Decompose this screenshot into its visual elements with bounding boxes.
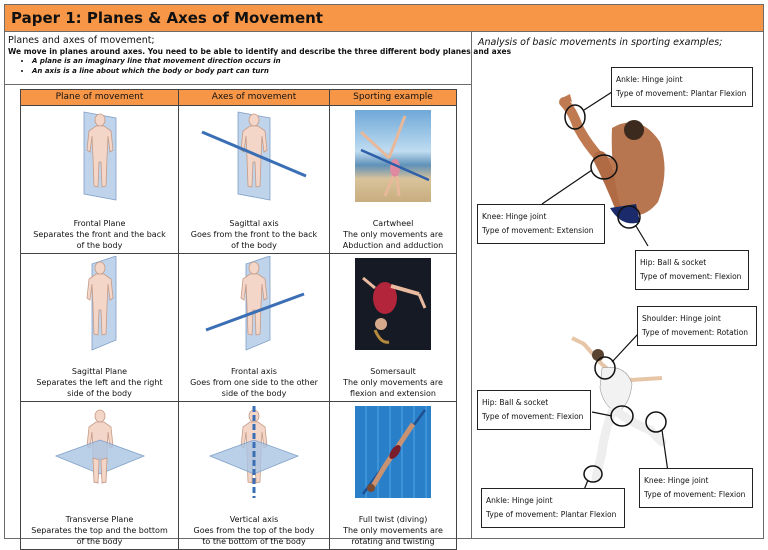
axis-caption: Frontal axis Goes from one side to the other side of the body xyxy=(190,367,318,398)
table-row xyxy=(21,106,457,254)
header-axis: Axes of movement xyxy=(179,90,330,106)
frontal-plane-diagram xyxy=(21,106,178,206)
intro-panel xyxy=(4,32,512,85)
somersault-photo xyxy=(330,254,456,354)
intro-bullets xyxy=(22,56,281,76)
title-bar xyxy=(4,4,764,32)
knee-label-cricketer: Knee: Hinge joint Type of movement: Flexion xyxy=(639,468,753,508)
header-example: Sporting example xyxy=(330,90,457,106)
planes-axes-table xyxy=(20,89,457,550)
frontal-axis-diagram xyxy=(179,254,329,354)
ankle-label-diver: Ankle: Hinge joint Type of movement: Plantar Flexion xyxy=(611,67,753,107)
example-caption: Somersault The only movements are flexion and extension xyxy=(343,367,443,398)
ankle-label-cricketer: Ankle: Hinge joint Type of movement: Plantar Flexion xyxy=(481,488,625,528)
intro-bullet: • A plane is an imaginary line that movement direction occurs in xyxy=(32,56,281,66)
table-row xyxy=(21,254,457,402)
transverse-plane-diagram xyxy=(21,402,178,502)
example-caption: Full twist (diving) The only movements are rotating and twisting xyxy=(343,515,443,546)
knee-label-diver: Knee: Hinge joint Type of movement: Extension xyxy=(477,204,605,244)
example-caption: Cartwheel The only movements are Abduction and adduction xyxy=(342,219,444,250)
axis-caption: Sagittal axis Goes from the front to the back of the body xyxy=(190,219,318,250)
intro-text: We move in planes around axes. You need to be able to identify and describe the three different body planes and axes xyxy=(8,47,512,56)
header-plane: Plane of movement xyxy=(21,90,179,106)
cartwheel-photo xyxy=(330,106,456,206)
table-row xyxy=(21,402,457,550)
sagittal-axis-diagram xyxy=(179,106,329,206)
analysis-heading: Analysis of basic movements in sporting examples; xyxy=(478,37,723,48)
intro-heading: Planes and axes of movement; xyxy=(8,35,155,46)
full-twist-diving-photo xyxy=(330,402,456,502)
hip-label-cricketer: Hip: Ball & socket Type of movement: Flexion xyxy=(477,390,591,430)
vertical-axis-diagram xyxy=(179,402,329,502)
sagittal-plane-diagram xyxy=(21,254,178,354)
shoulder-label: Shoulder: Hinge joint Type of movement: Rotation xyxy=(637,306,757,346)
plane-caption: Transverse Plane Separates the top and the bottom of the body xyxy=(31,515,168,546)
plane-caption: Frontal Plane Separates the front and the back of the body xyxy=(33,219,166,250)
plane-caption: Sagittal Plane Separates the left and the right side of the body xyxy=(36,367,163,398)
hip-label-diver: Hip: Ball & socket Type of movement: Flexion xyxy=(635,250,749,290)
axis-caption: Vertical axis Goes from the top of the body to the bottom of the body xyxy=(193,515,315,546)
page-title: Paper 1: Planes & Axes of Movement xyxy=(11,9,323,27)
intro-bullet: • An axis is a line about which the body or body part can turn xyxy=(32,66,281,76)
